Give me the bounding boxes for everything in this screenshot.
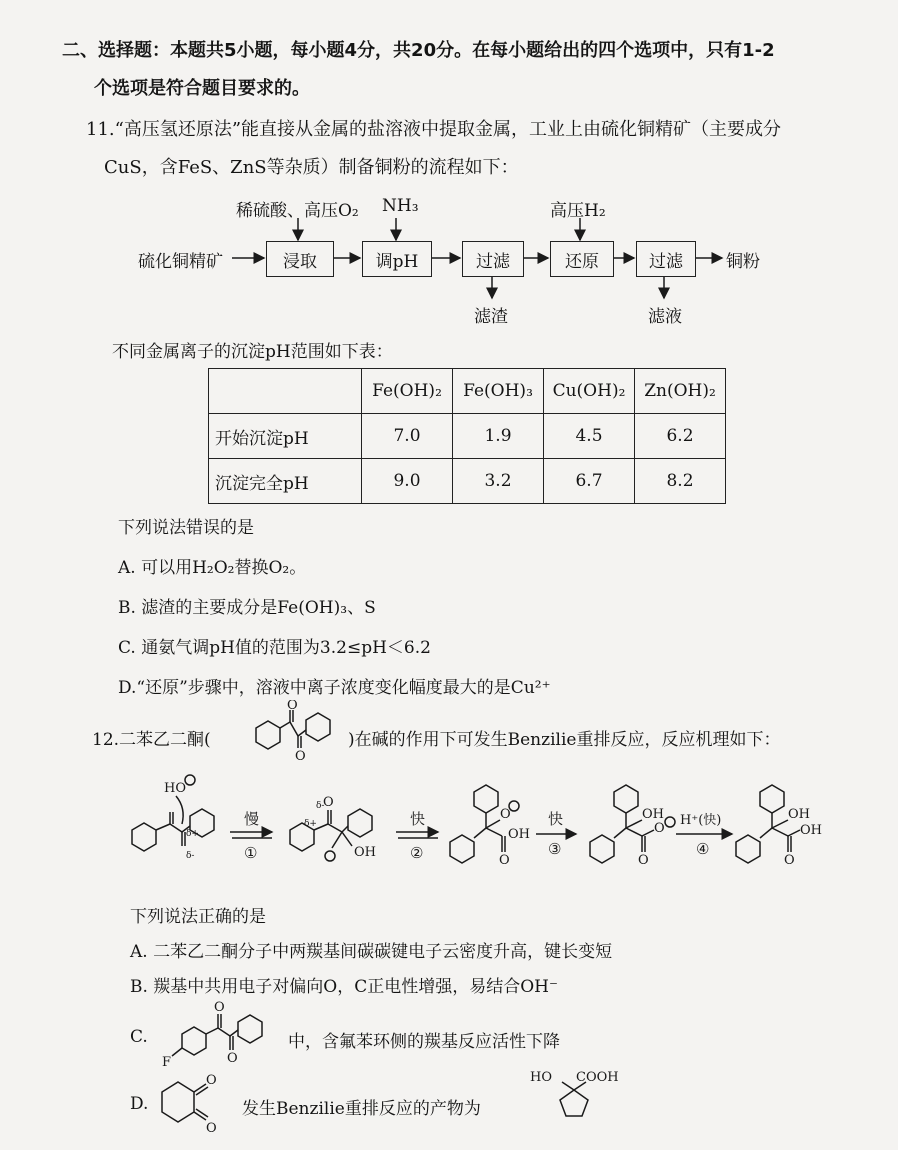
mech5-oh-acid: OH: [800, 823, 822, 838]
table-header: Fe(OH)₂: [362, 369, 453, 414]
flow-reagent3: 高压H₂: [550, 201, 606, 221]
benzil-o-bottom: O: [295, 749, 306, 764]
mech-delta-plus: δ+: [186, 829, 199, 839]
table-cell: 9.0: [362, 459, 453, 504]
table-header: Fe(OH)₃: [453, 369, 544, 414]
table-cell: 6.2: [635, 414, 726, 459]
table-header: Cu(OH)₂: [544, 369, 635, 414]
fbenzil-o-bottom: O: [227, 1051, 238, 1066]
q12-stem-after: )在碱的作用下可发生Benzilie重排反应，反应机理如下：: [348, 730, 781, 750]
mech4-o: O: [654, 821, 665, 836]
flow-step-leach: 浸取: [266, 241, 334, 277]
table-header: Zn(OH)₂: [635, 369, 726, 414]
table-cell: 3.2: [453, 459, 544, 504]
product-ho: HO: [530, 1070, 552, 1085]
table-cell: 1.9: [453, 414, 544, 459]
flow-step-filter2: 过滤: [636, 241, 696, 277]
mech5-o: O: [784, 853, 795, 868]
cyclohexanedione-structure: [152, 1072, 238, 1142]
table-row: [209, 459, 726, 504]
q11-option-b: B. 滤渣的主要成分是Fe(OH)₃、S: [118, 598, 376, 618]
fluorine-atom: F: [162, 1055, 172, 1070]
mech2-o: O: [323, 795, 334, 810]
mech-step1-label: 慢: [244, 810, 260, 828]
flow-filtrate: 滤液: [648, 307, 682, 327]
benzil-o-top: O: [287, 700, 298, 713]
q12-option-b: B. 羰基中共用电子对偏向O，C正电性增强，易结合OH⁻: [130, 977, 558, 997]
q12-option-c-label: C.: [130, 1027, 148, 1047]
section-heading-line2: 个选项是符合题目要求的。: [94, 78, 310, 99]
q12-option-c-text: 中，含氟苯环侧的羰基反应活性下降: [288, 1032, 560, 1052]
mech5-oh: OH: [788, 807, 810, 822]
flow-output: 铜粉: [726, 252, 760, 272]
table-cell: 4.5: [544, 414, 635, 459]
table-row-label: 开始沉淀pH: [209, 414, 362, 459]
q11-table-intro: 不同金属离子的沉淀pH范围如下表：: [112, 342, 393, 362]
benzil-structure: [236, 700, 346, 766]
mech-ho: HO: [164, 781, 186, 796]
table-cell: 8.2: [635, 459, 726, 504]
q11-option-a: A. 可以用H₂O₂替换O₂。: [118, 558, 307, 578]
q12-option-d-label: D.: [130, 1094, 149, 1114]
q12-option-a: A. 二苯乙二酮分子中两羰基间碳碳键电子云密度升高，键长变短: [130, 942, 613, 962]
mech-step4-num: ④: [696, 840, 710, 858]
flow-input: 硫化铜精矿: [138, 252, 223, 272]
mech-step1-num: ①: [244, 844, 258, 862]
chd-o-bottom: O: [206, 1121, 217, 1136]
benzilic-mechanism: [120, 772, 840, 880]
mech3-oh: OH: [508, 827, 530, 842]
mech4-oh: OH: [642, 807, 664, 822]
q11-precipitation-table: [208, 368, 726, 504]
mech-delta-minus: δ-: [186, 851, 195, 861]
flow-step-reduce: 还原: [550, 241, 614, 277]
flow-residue: 滤渣: [474, 307, 508, 327]
mech-step3-label: 快: [548, 810, 564, 828]
mech3-o2: O: [499, 853, 510, 868]
q12-prompt: 下列说法正确的是: [130, 907, 266, 927]
flow-step-filter1: 过滤: [462, 241, 524, 277]
flow-reagent1: 稀硫酸、高压O₂: [236, 201, 359, 221]
mech-step2-label: 快: [410, 810, 426, 828]
mech-step4-label: H⁺(快): [680, 813, 722, 828]
fluorobenzil-structure: [156, 998, 286, 1078]
table-row-label: 沉淀完全pH: [209, 459, 362, 504]
q11-prompt: 下列说法错误的是: [118, 518, 254, 538]
mech3-o: O: [500, 807, 511, 822]
mech2-delta-minus: δ-: [316, 801, 325, 811]
q11-stem-line2: CuS，含FeS、ZnS等杂质）制备铜粉的流程如下：: [104, 157, 519, 178]
flow-step-adjust-ph: 调pH: [362, 241, 432, 277]
mech2-delta-plus: δ+: [304, 819, 317, 829]
product-structure: [520, 1066, 630, 1146]
flow-arrows: [0, 0, 898, 330]
mech4-o2: O: [638, 853, 649, 868]
mech2-oh: OH: [354, 845, 376, 860]
q11-option-c: C. 通氨气调pH值的范围为3.2≤pH＜6.2: [118, 638, 431, 658]
mech-step2-num: ②: [410, 844, 424, 862]
fbenzil-o-top: O: [214, 1000, 225, 1015]
q11-stem-line1: 11.“高压氢还原法”能直接从金属的盐溶液中提取金属，工业上由硫化铜精矿（主要成分: [86, 119, 782, 140]
table-cell: 7.0: [362, 414, 453, 459]
table-corner-cell: [209, 369, 362, 414]
table-row: [209, 414, 726, 459]
q12-stem-before: 12.二苯乙二酮(: [92, 730, 211, 750]
table-header-row: [209, 369, 726, 414]
chd-o-top: O: [206, 1073, 217, 1088]
q12-option-d-text: 发生Benzilie重排反应的产物为: [242, 1099, 481, 1119]
flow-reagent2: NH₃: [382, 196, 419, 216]
q11-option-d: D.“还原”步骤中，溶液中离子浓度变化幅度最大的是Cu²⁺: [118, 678, 551, 698]
product-cooh: COOH: [576, 1070, 619, 1085]
table-cell: 6.7: [544, 459, 635, 504]
section-heading-line1: 二、选择题：本题共5小题，每小题4分，共20分。在每小题给出的四个选项中，只有1-2: [62, 40, 775, 61]
mech-step3-num: ③: [548, 840, 562, 858]
